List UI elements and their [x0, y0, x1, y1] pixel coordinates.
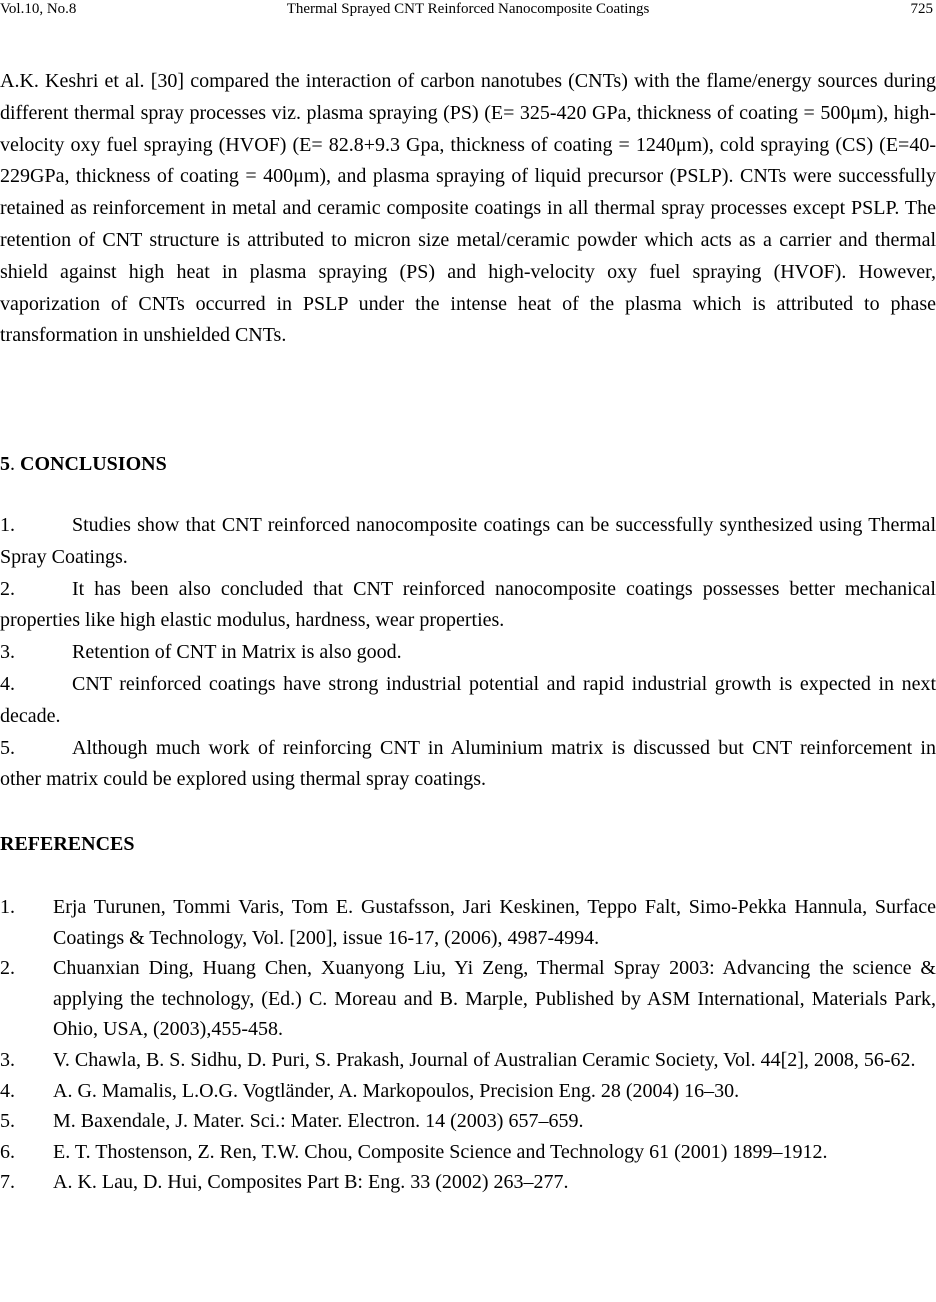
conclusion-item: [0, 669, 936, 733]
reference-item: [0, 892, 936, 953]
reference-number: 1.: [0, 896, 15, 918]
reference-number: 4.: [0, 1079, 15, 1102]
reference-item: [0, 1137, 936, 1168]
conclusion-number: 5.: [0, 736, 15, 759]
conclusion-item: [0, 574, 936, 638]
conclusion-number: 4.: [0, 672, 15, 695]
reference-number: 6.: [0, 1140, 15, 1163]
reference-text: A. K. Lau, D. Hui, Composites Part B: Eng. 33 (2002) 263–277.: [53, 1171, 569, 1194]
references-list: [0, 892, 936, 1198]
reference-text: E. T. Thostenson, Z. Ren, T.W. Chou, Composite Science and Technology 61 (2001) 1899–1912.: [53, 1140, 828, 1163]
reference-item: [0, 1076, 936, 1107]
page-number: 725: [910, 1, 933, 17]
conclusion-number: 2.: [0, 577, 15, 600]
conclusion-number: 3.: [0, 641, 15, 664]
references-heading: REFERENCES: [0, 833, 135, 855]
reference-item: [0, 1106, 936, 1137]
reference-number: 3.: [0, 1048, 15, 1071]
reference-item: [0, 1167, 936, 1198]
conclusion-text: CNT reinforced coatings have strong industrial potential and rapid industrial growth is expected in next decade.: [0, 672, 936, 727]
reference-number: 7.: [0, 1171, 15, 1194]
conclusion-item: [0, 510, 936, 574]
conclusion-text: Although much work of reinforcing CNT in Aluminium matrix is discussed but CNT reinforcement in other matrix could be explored using thermal spray coatings.: [0, 736, 936, 791]
conclusion-number: 1.: [0, 514, 15, 536]
journal-volume: Vol.10, No.8: [0, 1, 77, 17]
reference-item: [0, 1045, 936, 1076]
conclusions-section-number: 5: [0, 453, 10, 475]
reference-item: [0, 953, 936, 1045]
reference-text: Chuanxian Ding, Huang Chen, Xuanyong Liu, Yi Zeng, Thermal Spray 2003: Advancing the science & applying the technology, (Ed.) C. Moreau and B. Marple, Published by ASM International, Materials Park, Ohio, USA, (2003),455-458.: [53, 957, 936, 1041]
conclusion-text: It has been also concluded that CNT reinforced nanocomposite coatings possesses better mechanical properties like high elastic modulus, hardness, wear properties.: [0, 577, 936, 632]
intro-paragraph: A.K. Keshri et al. [30] compared the interaction of carbon nanotubes (CNTs) with the flame/energy sources during different thermal spray processes viz. plasma spraying (PS) (E= 325-420 GPa, thickness of coating = 500μm), high-velocity oxy fuel spraying (HVOF) (E= 82.8+9.3 Gpa, thickness of coating = 1240μm), cold spraying (CS) (E=40-229GPa, thickness of coating = 400μm), and plasma spraying of liquid precursor (PSLP). CNTs were successfully retained as reinforcement in metal and ceramic composite coatings in all thermal spray processes except PSLP. The retention of CNT structure is attributed to micron size metal/ceramic powder which acts as a carrier and thermal shield against high heat in plasma spraying (PS) and high-velocity oxy fuel spraying (HVOF). However, vaporization of CNTs occurred in PSLP under the intense heat of the plasma which is attributed to phase transformation in unshielded CNTs.: [0, 70, 936, 347]
conclusion-item: [0, 733, 936, 797]
reference-text: V. Chawla, B. S. Sidhu, D. Puri, S. Prakash, Journal of Australian Ceramic Society, Vol. 44[2], 2008, 56-62.: [53, 1048, 916, 1071]
conclusion-item: [0, 637, 936, 669]
conclusion-text: Studies show that CNT reinforced nanocomposite coatings can be successfully synthesized using Thermal Spray Coatings.: [0, 514, 936, 568]
reference-text: A. G. Mamalis, L.O.G. Vogtländer, A. Markopoulos, Precision Eng. 28 (2004) 16–30.: [53, 1079, 740, 1102]
running-header: [0, 0, 936, 20]
reference-text: Erja Turunen, Tommi Varis, Tom E. Gustafsson, Jari Keskinen, Teppo Falt, Simo-Pekka Hannula, Surface Coatings & Technology, Vol. [200], issue 16-17, (2006), 4987-4994.: [53, 896, 936, 949]
reference-text: M. Baxendale, J. Mater. Sci.: Mater. Electron. 14 (2003) 657–659.: [53, 1110, 584, 1133]
conclusion-text: Retention of CNT in Matrix is also good.: [72, 641, 402, 664]
running-title: Thermal Sprayed CNT Reinforced Nanocomposite Coatings: [286, 1, 650, 17]
reference-number: 2.: [0, 957, 15, 980]
conclusions-list: [0, 510, 936, 796]
conclusions-title: CONCLUSIONS: [20, 453, 167, 475]
reference-number: 5.: [0, 1110, 15, 1133]
conclusions-heading: 5. CONCLUSIONS: [0, 453, 167, 475]
